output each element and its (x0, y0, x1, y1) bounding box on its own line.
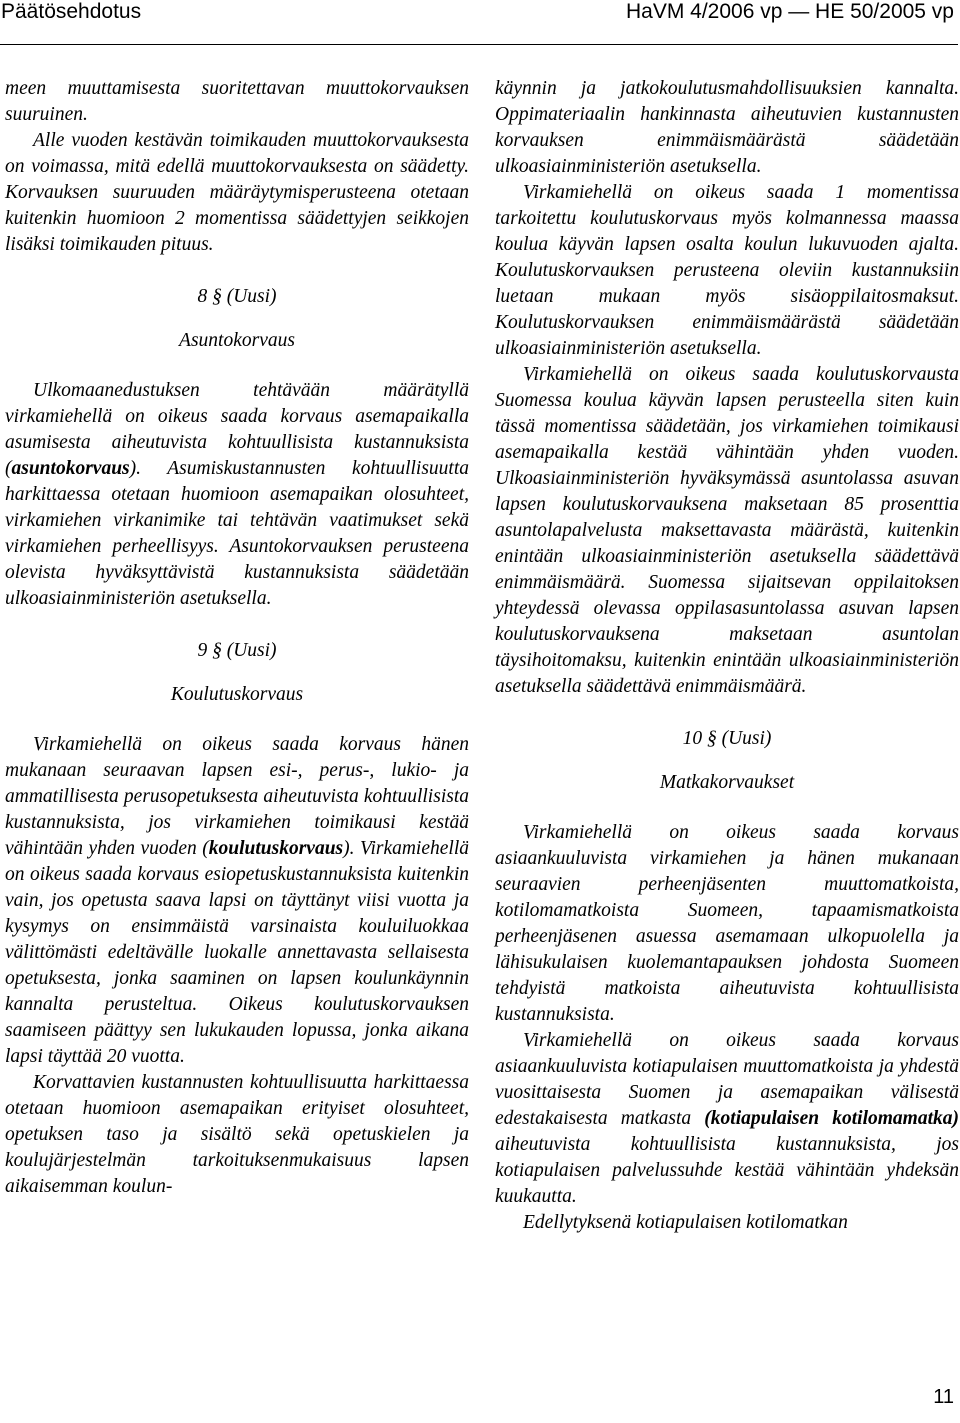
paragraph: Virkamiehellä on oikeus saada koulutuskorvausta Suomessa koulua käyvän lapsen perusteella siten kuin tässä momentissa säädetään, jos virkamiehen toimikausi asemapaikalla kestää vähintään yhden vuoden. Ulkoasiainministeriön hyväksymässä asuntolassa asuvan lapsen koulutuskorvauksena maksetaan 85 prosenttia asuntolapalvelusta maksettavasta määrästä, kuitenkin enintään ulkoasiainministeriön asetuksella säädettävä enimmäismäärä. Suomessa sijaitsevan oppilaitoksen yhteydessä olevassa oppilasasuntolassa asuvan lapsen koulutuskorvauksena maksetaan asuntolan täysihoitomaksu, kuitenkin enintään ulkoasiainministeriön asetuksella säädettävä enimmäismäärä. (495, 364, 959, 697)
section-number: 8 § (Uusi) (197, 286, 277, 307)
section-number: 9 § (Uusi) (197, 640, 277, 661)
paragraph-text: Virkamiehellä on oikeus saada korvaus hänen mukanaan seuraavan lapsen esi-, perus-, lukio- ja ammatillisesta perusopetuksesta aiheutuvista kohtuullisista kustannuksista, jos virkamiehen toimikausi kestää vähintään yhden vuoden ( (5, 734, 469, 859)
page-number: 11 (933, 1386, 954, 1408)
right-column (495, 76, 959, 1236)
paragraph: meen muuttamisesta suoritettavan muuttokorvauksen suuruinen. (5, 78, 469, 125)
paragraph: Korvattavien kustannusten kohtuullisuutta harkittaessa otetaan huomioon asemapaikan erityiset olosuhteet, opetuksen taso ja sisältö sekä opetuskielen ja koulujärjestelmän tarkoituksenmukaisuus lapsen aikaisemman koulun- (5, 1072, 469, 1197)
paragraph-text: aiheutuvista kohtuullisista kustannuksista, jos kotiapulaisen palvelussuhde kestää vähintään yhdeksän kuukautta. (495, 1134, 959, 1207)
left-column (5, 76, 469, 1200)
header-document-reference: HaVM 4/2006 vp — HE 50/2005 vp (625, 0, 954, 23)
section-number: 10 § (Uusi) (682, 728, 772, 749)
header-divider (0, 44, 958, 45)
header-left-title: Päätösehdotus (1, 0, 142, 23)
paragraph-text: ). Asumiskustannusten kohtuullisuutta harkittaessa otetaan huomioon asemapaikan olosuhteet, virkamiehen virkanimike tai tehtävän vaatimukset sekä virkamiehen perheellisyys. Asuntokorvauksen perusteena olevista hyväksyttävistä kustannuksista säädetään ulkoasiainministeriön asetuksella. (5, 458, 469, 609)
section-title: Matkakorvaukset (659, 772, 795, 793)
paragraph: Edellytyksenä kotiapulaisen kotilomatkan (523, 1212, 848, 1233)
paragraph: Virkamiehellä on oikeus saada 1 momentissa tarkoitettu koulutuskorvaus myös kolmannessa maassa koulua käyvän lapsen osalta koulun lukuvuoden ajalta. Koulutuskorvauksen perusteena oleviin kustannuksiin luetaan mukaan myös sisäoppilaitosmaksut. Koulutuskorvauksen enimmäismäärästä säädetään ulkoasiainministeriön asetuksella. (495, 182, 959, 359)
page-header (0, 0, 960, 28)
paragraph-text: ). Virkamiehellä on oikeus saada korvaus esiopetuskustannuksista kuitenkin vain, jos opetusta saava lapsi on täyttänyt viisi vuotta ja kysymys on ensimmäistä varsinaista kouluiluokkaa välittömästi edeltävälle luokalle annettavasta sellaisesta opetuksesta, jonka saaminen on lapsen koulunkäynnin kannalta perusteltua. Oikeus koulutuskorvauksen saamiseen päättyy sen lukukauden lopussa, jonka aikana lapsi täyttää 20 vuotta. (5, 838, 469, 1067)
paragraph-text: Ulkomaanedustuksen tehtävään määrätyllä virkamiehellä on oikeus saada korvaus asemapaikalla asumisesta aiheutuvista kohtuullisista kustannuksista ( (5, 380, 469, 479)
paragraph: Virkamiehellä on oikeus saada korvaus asiaankuuluvista virkamiehen ja hänen mukanaan seuraavien perheenjäsenten muuttomatkoista, kotilomamatkoista Suomeen, tapaamismatkoista perheenjäsenen asuessa asemamaan ulkopuolella ja lähisukulaisen kuolemantapauksen johdosta Suomeen tehdyistä matkoista aiheutuvista kohtuullisista kustannuksista. (495, 822, 959, 1025)
paragraph (5, 378, 469, 612)
section-title: Koulutuskorvaus (170, 684, 304, 705)
defined-term: (kotiapulaisen kotilomamatka) (704, 1108, 959, 1129)
paragraph (495, 1028, 959, 1210)
paragraph: käynnin ja jatkokoulutusmahdollisuuksien kannalta. Oppimateriaalin hankinnasta aiheutuvien kustannusten korvauksen enimmäismäärästä säädetään ulkoasiainministeriön asetuksella. (495, 78, 959, 177)
paragraph: Alle vuoden kestävän toimikauden muuttokorvauksesta on voimassa, mitä edellä muuttokorvauksesta on säädetty. Korvauksen suuruuden määräytymisperusteena otetaan kuitenkin huomioon 2 momentissa säädettyjen seikkojen lisäksi toimikauden pituus. (5, 130, 469, 255)
section-title: Asuntokorvaus (179, 330, 295, 351)
defined-term: koulutuskorvaus (208, 838, 344, 859)
paragraph-text: Virkamiehellä on oikeus saada korvaus asiaankuuluvista kotiapulaisen muuttomatkoista ja yhdestä vuosittaisesta Suomen ja asemapaikan välisestä edestakaisesta matkasta (495, 1030, 959, 1129)
defined-term: asuntokorvaus (11, 458, 130, 479)
paragraph (5, 732, 469, 1070)
